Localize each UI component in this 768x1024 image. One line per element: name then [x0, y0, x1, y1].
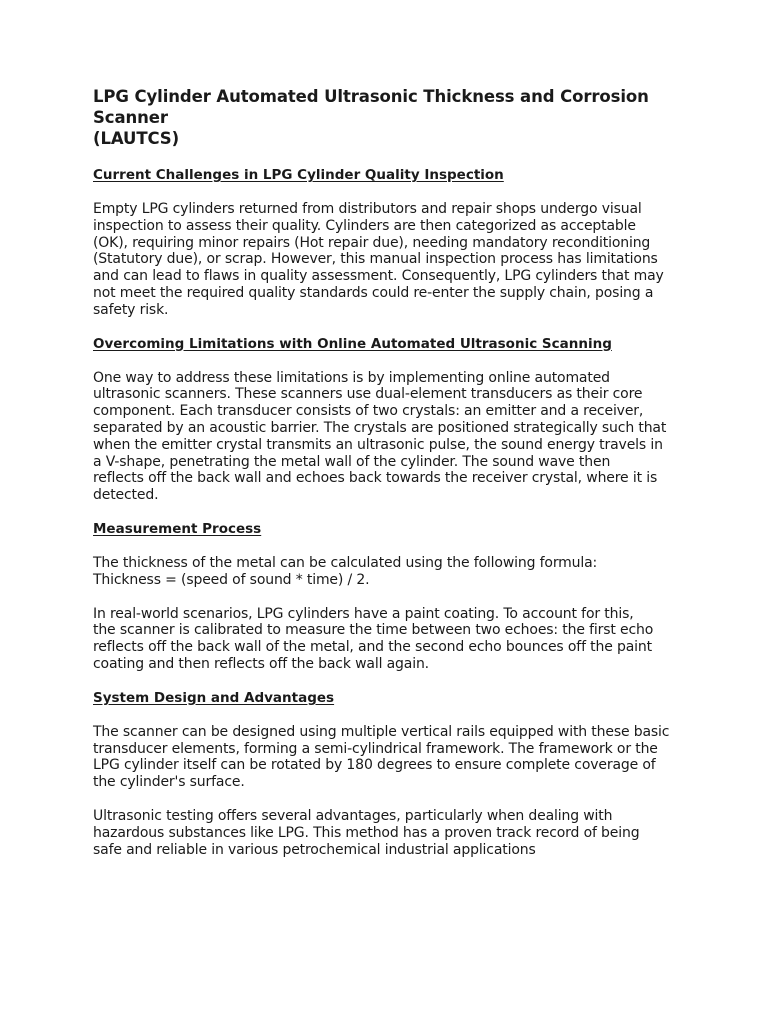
section-heading: System Design and Advantages — [93, 689, 335, 706]
document-body — [93, 167, 693, 858]
paragraph-line: coating and then reflects off the back wall again. — [93, 655, 429, 672]
paragraph-line: Ultrasonic testing offers several advantages, particularly when dealing with — [93, 807, 613, 824]
paragraph-line: not meet the required quality standards could re-enter the supply chain, posing a — [93, 284, 654, 301]
paragraph-line: Empty LPG cylinders returned from distributors and repair shops undergo visual — [93, 201, 642, 217]
paragraph-line: reflects off the back wall and echoes back towards the receiver crystal, where it is — [93, 470, 658, 487]
paragraph-line: safety risk. — [93, 301, 169, 318]
paragraph — [93, 606, 693, 673]
paragraph-line: the scanner is calibrated to measure the time between two echoes: the first echo — [93, 622, 654, 639]
paragraph-line: In real-world scenarios, LPG cylinders have a paint coating. To account for this, — [93, 605, 634, 622]
paragraph-line: ultrasonic scanners. These scanners use dual-element transducers as their core — [93, 386, 643, 403]
paragraph — [93, 555, 693, 589]
paragraph-line: the cylinder's surface. — [93, 774, 245, 791]
paragraph-line: inspection to assess their quality. Cylinders are then categorized as acceptable — [93, 217, 636, 234]
paragraph-line: a V-shape, penetrating the metal wall of the cylinder. The sound wave then — [93, 453, 611, 470]
paragraph-line: (Statutory due), or scrap. However, this manual inspection process has limitations — [93, 251, 658, 268]
section-heading: Overcoming Limitations with Online Automated Ultrasonic Scanning — [93, 335, 612, 352]
paragraph — [93, 201, 693, 319]
paragraph — [93, 808, 693, 858]
paragraph-line: LPG cylinder itself can be rotated by 180 degrees to ensure complete coverage of — [93, 757, 656, 774]
paragraph-line: safe and reliable in various petrochemical industrial applications — [93, 841, 536, 858]
paragraph — [93, 724, 693, 791]
paragraph-line: One way to address these limitations is by implementing online automated — [93, 369, 610, 386]
paragraph-line: component. Each transducer consists of two crystals: an emitter and a receiver, — [93, 403, 644, 420]
paragraph-line: transducer elements, forming a semi-cylindrical framework. The framework or the — [93, 740, 658, 757]
title-line: LPG Cylinder Automated Ultrasonic Thickness and Corrosion Scanner — [93, 87, 649, 127]
paragraph-line: separated by an acoustic barrier. The crystals are positioned strategically such that — [93, 419, 667, 436]
paragraph-line: Thickness = (speed of sound * time) / 2. — [93, 571, 370, 588]
paragraph-line: reflects off the back wall of the metal, and the second echo bounces off the paint — [93, 639, 652, 656]
paragraph-line: The scanner can be designed using multiple vertical rails equipped with these basic — [93, 723, 670, 740]
paragraph-line: detected. — [93, 487, 159, 504]
title-line: (LAUTCS) — [93, 129, 180, 148]
paragraph-line: hazardous substances like LPG. This method has a proven track record of being — [93, 824, 640, 841]
paragraph — [93, 370, 693, 504]
section-heading: Measurement Process — [93, 520, 262, 537]
document-page — [93, 86, 693, 875]
paragraph-line: The thickness of the metal can be calculated using the following formula: — [93, 554, 598, 571]
paragraph-line: (OK), requiring minor repairs (Hot repair due), needing mandatory reconditioning — [93, 234, 651, 251]
document-title — [93, 86, 693, 149]
paragraph-line: when the emitter crystal transmits an ultrasonic pulse, the sound energy travels in — [93, 436, 663, 453]
section-heading: Current Challenges in LPG Cylinder Quality Inspection — [93, 167, 504, 183]
paragraph-line: and can lead to flaws in quality assessment. Consequently, LPG cylinders that may — [93, 268, 664, 285]
